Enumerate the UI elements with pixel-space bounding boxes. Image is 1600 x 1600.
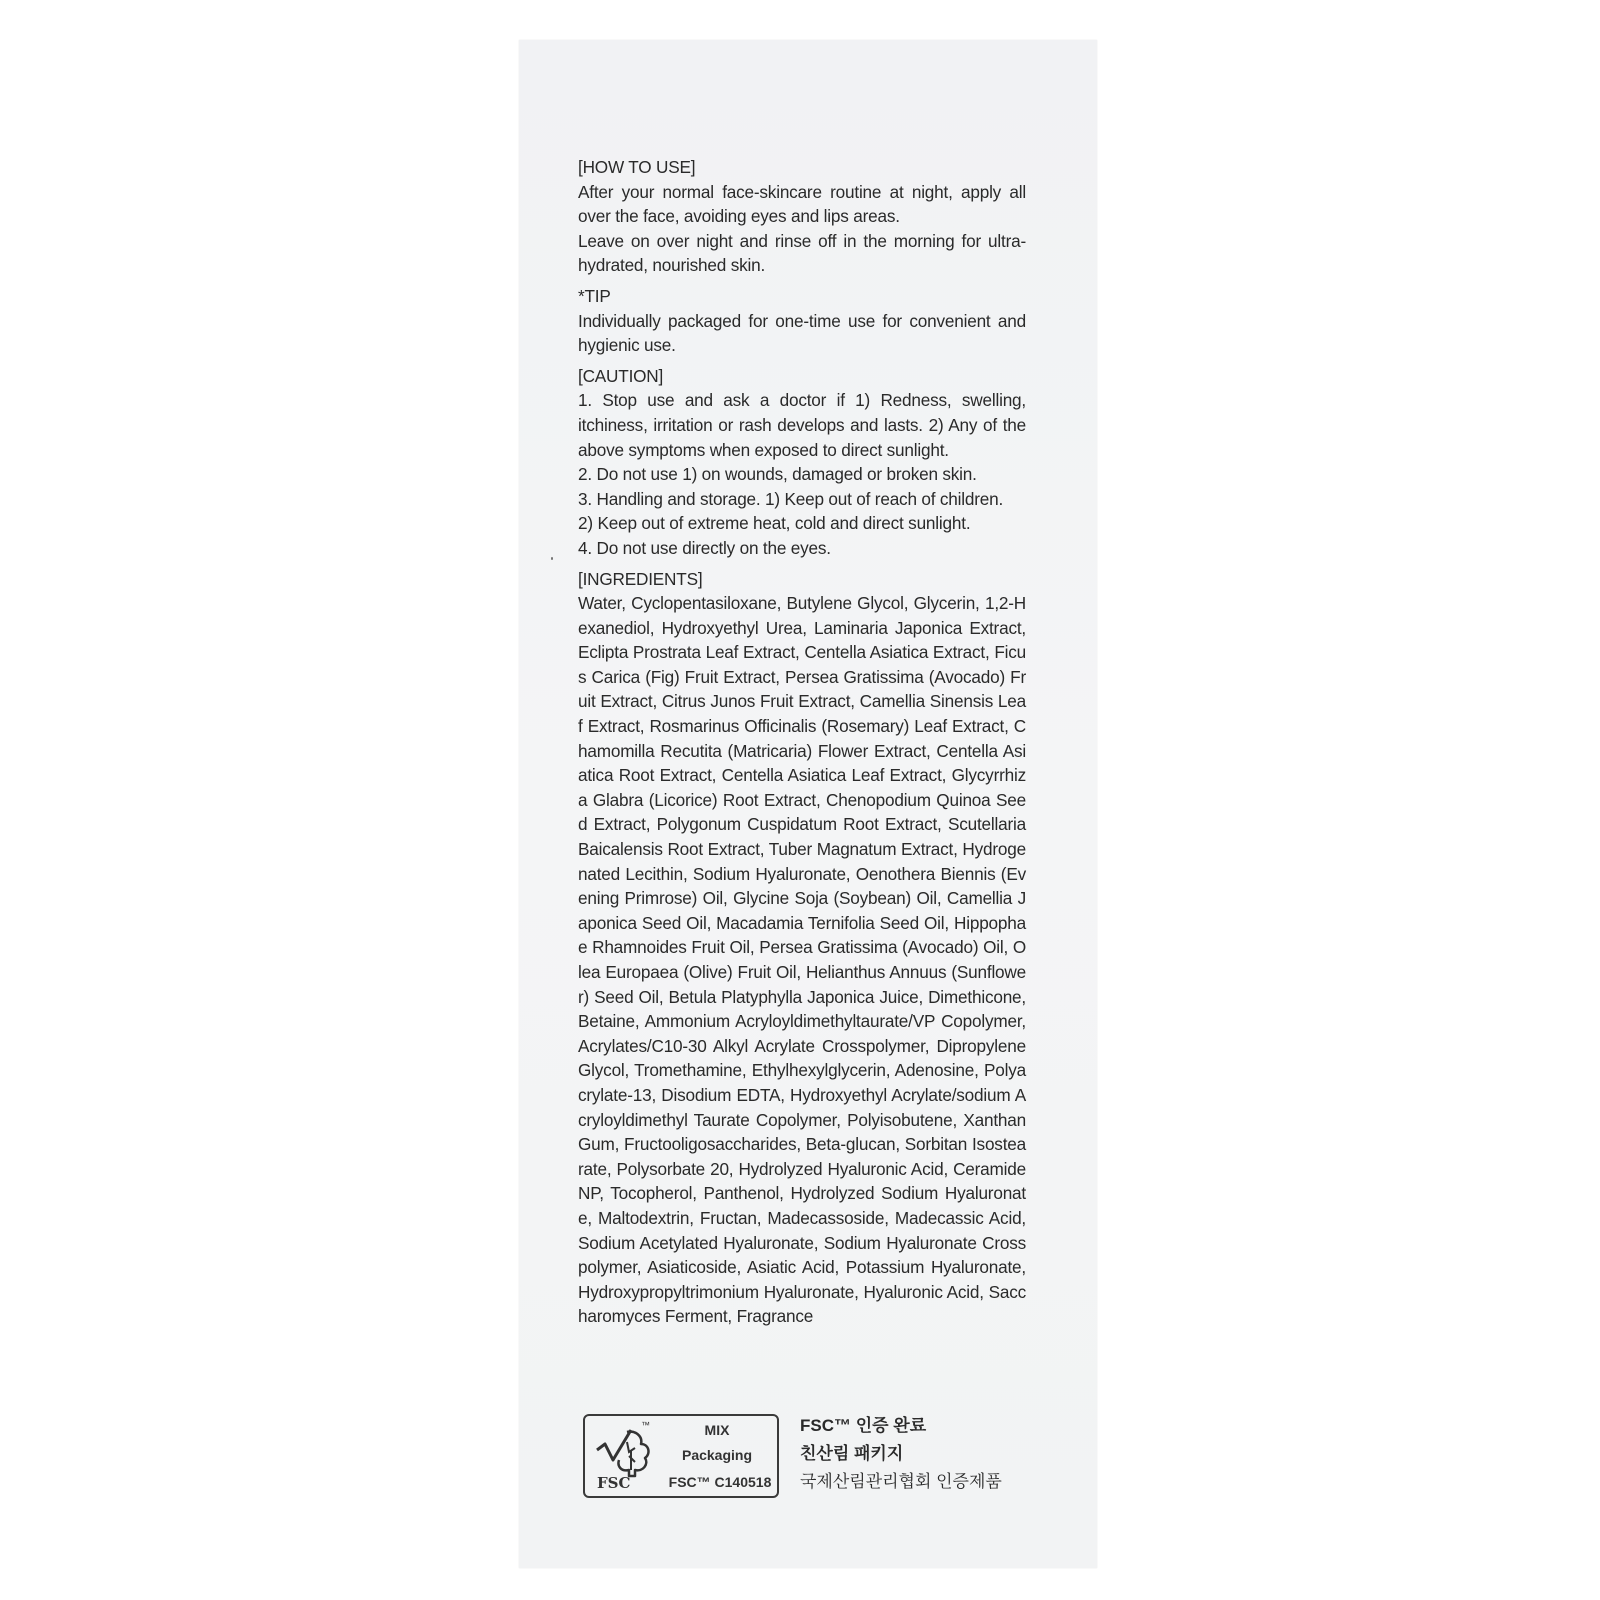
- fsc-label-box: [583, 1414, 779, 1498]
- fsc-logo-text: FSC: [597, 1474, 631, 1492]
- ingredients-list: Water, Cyclopentasiloxane, Butylene Glycol, Glycerin, 1,2-Hexanediol, Hydroxyethyl Urea, Laminaria Japonica Extract, Eclipta Prostrata Leaf Extract, Centella Asiatica Extract, Ficus Carica (Fig) Fruit Extract, Persea Gratissima (Avocado) Fruit Extract, Citrus Junos Fruit Extract, Camellia Sinensis Leaf Extract, Rosmarinus Officinalis (Rosemary) Leaf Extract, Chamomilla Recutita (Matricaria) Flower Extract, Centella Asiatica Root Extract, Centella Asiatica Leaf Extract, Glycyrrhiza Glabra (Licorice) Root Extract, Chenopodium Quinoa Seed Extract, Polygonum Cuspidatum Root Extract, Scutellaria Baicalensis Root Extract, Tuber Magnatum Extract, Hydrogenated Lecithin, Sodium Hyaluronate, Oenothera Biennis (Evening Primrose) Oil, Glycine Soja (Soybean) Oil, Camellia Japonica Seed Oil, Macadamia Ternifolia Seed Oil, Hippophae Rhamnoides Fruit Oil, Persea Gratissima (Avocado) Oil, Olea Europaea (Olive) Fruit Oil, Helianthus Annuus (Sunflower) Seed Oil, Betula Platyphylla Japonica Juice, Dimethicone, Betaine, Ammonium Acryloyldimethyltaurate/VP Copolymer, Acrylates/C10-30 Alkyl Acrylate Crosspolymer, Dipropylene Glycol, Tromethamine, Ethylhexylglycerin, Adenosine, Polyacrylate-13, Disodium EDTA, Hydroxyethyl Acrylate/sodium Acryloyldimethyl Taurate Copolymer, Polyisobutene, Xanthan Gum, Fructooligosaccharides, Beta-glucan, Sorbitan Isostearate, Polysorbate 20, Hydrolyzed Hyaluronic Acid, Ceramide NP, Tocopherol, Panthenol, Hydrolyzed Sodium Hyaluronate, Maltodextrin, Fructan, Madecassoside, Madecassic Acid, Sodium Acetylated Hyaluronate, Sodium Hyaluronate Crosspolymer, Asiaticoside, Asiatic Acid, Potassium Hyaluronate, Hydroxypropyltrimonium Hyaluronate, Hyaluronic Acid, Saccharomyces Ferment, Fragrance: [578, 593, 1026, 1327]
- caution-item-2: 2. Do not use 1) on wounds, damaged or broken skin.: [578, 464, 977, 485]
- tip-paragraph: Individually packaged for one-time use for convenient and hygienic use.: [578, 310, 1026, 356]
- how-to-use-heading: [HOW TO USE]: [578, 157, 696, 177]
- fsc-tm-mark: ™: [641, 1420, 650, 1430]
- tip-heading: *TIP: [578, 285, 611, 306]
- fsc-mix-label: MIX: [704, 1422, 730, 1438]
- how-to-use-paragraph-2: Leave on over night and rinse off in the morning for ultra- hydrated, nourished skin.: [578, 230, 1026, 276]
- ingredients-heading: [INGREDIENTS]: [578, 568, 703, 589]
- fsc-license-code: FSC™ C140518: [668, 1474, 772, 1490]
- caution-item-3b: 2) Keep out of extreme heat, cold and direct sunlight.: [578, 513, 971, 534]
- fsc-korean-line-2: 친산림 패키지: [800, 1444, 904, 1463]
- fsc-packaging-label: Packaging: [681, 1447, 753, 1463]
- fsc-korean-line-3: 국제산림관리협회 인증제품: [800, 1472, 1002, 1491]
- caution-item-4: 4. Do not use directly on the eyes.: [578, 537, 831, 558]
- how-to-use-paragraph-1: After your normal face-skincare routine at night, apply all over the face, avoiding eyes and lips areas.: [578, 181, 1026, 227]
- caution-item-1: 1. Stop use and ask a doctor if 1) Redness, swelling, itchiness, irritation or rash develops and lasts. 2) Any of the above symptoms when exposed to direct sunlight.: [578, 390, 1026, 460]
- fsc-korean-text: [800, 1412, 1002, 1496]
- fsc-korean-line-1: FSC™ 인증 완료: [800, 1416, 927, 1435]
- caution-item-3: 3. Handling and storage. 1) Keep out of reach of children.: [578, 488, 1004, 509]
- caution-heading: [CAUTION]: [578, 365, 664, 386]
- label-text-column: [578, 155, 1026, 1329]
- print-speck: [551, 557, 553, 560]
